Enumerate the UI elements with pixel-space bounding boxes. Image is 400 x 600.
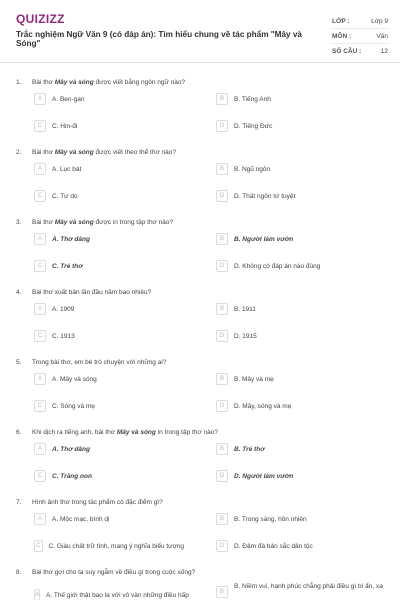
option-letter-badge: D: [216, 190, 228, 202]
option-label: C. Trăng non: [52, 472, 92, 480]
option-a[interactable]: [34, 372, 184, 386]
option-letter-badge: D: [216, 400, 228, 412]
option-a[interactable]: [34, 302, 184, 316]
question-emphasis: Mây và sóng: [54, 149, 94, 156]
option-b[interactable]: [216, 583, 391, 600]
option-label: B. Người làm vườn: [234, 235, 294, 243]
question-prefix: Bài thơ: [32, 79, 55, 86]
brand-logo: QUIZIZZ: [16, 12, 65, 26]
option-b[interactable]: [216, 92, 391, 106]
option-c[interactable]: [34, 469, 184, 483]
question-text: [32, 429, 382, 436]
option-label: A. Mây và sóng: [52, 375, 97, 383]
question-item: [0, 482, 400, 552]
question-number: 4.: [16, 289, 22, 296]
question-emphasis: Mây và sóng: [54, 219, 94, 226]
question-suffix: in trong tập thơ nào?: [155, 429, 218, 436]
option-b[interactable]: [216, 232, 391, 246]
option-letter-badge: A: [34, 589, 40, 600]
option-letter-badge: B: [216, 586, 228, 598]
option-label: A. Ben-gan: [52, 95, 85, 103]
option-b[interactable]: [216, 512, 391, 526]
option-c[interactable]: [34, 259, 184, 273]
option-a[interactable]: [34, 92, 184, 106]
question-item: [0, 62, 400, 132]
question-prefix: Trong bài thơ, em bé trò chuyện với những ai?: [32, 359, 167, 366]
option-letter-badge: C: [34, 260, 46, 272]
question-prefix: Bài thơ xuất bản lần đầu năm bao nhiêu?: [32, 289, 152, 296]
meta-row-subject: [332, 29, 388, 44]
option-letter-badge: A: [34, 373, 46, 385]
meta-value: Văn: [376, 32, 388, 40]
question-item: [0, 412, 400, 482]
meta-label: MÔN :: [332, 32, 352, 40]
question-text: [32, 499, 382, 506]
option-label: D. Không có đáp án nào đúng: [234, 262, 321, 270]
option-d[interactable]: [216, 119, 391, 133]
option-d[interactable]: [216, 329, 391, 343]
option-label: B. Trẻ thơ: [234, 445, 265, 453]
option-d[interactable]: [216, 469, 391, 483]
option-letter-badge: A: [34, 513, 46, 525]
worksheet-title: Trắc nghiệm Ngữ Văn 9 (có đáp án): Tìm hiểu chung về tác phẩm "Mây và Sóng": [16, 30, 302, 48]
meta-box: [332, 14, 388, 58]
option-b[interactable]: [216, 302, 391, 316]
question-number: 3.: [16, 219, 22, 226]
question-prefix: Hình ảnh thơ trong tác phẩm có đặc điểm gì?: [32, 499, 163, 506]
option-label: C. 1913: [52, 332, 75, 340]
question-number: 8.: [16, 569, 22, 576]
question-item: [0, 552, 400, 600]
question-item: [0, 342, 400, 412]
option-label: B. Niềm vui, hạnh phúc chẳng phải điều gì bí ẩn, xa: [234, 583, 383, 590]
option-a[interactable]: [34, 162, 184, 176]
option-c[interactable]: [34, 189, 184, 203]
meta-value: 12: [380, 47, 388, 55]
question-item: [0, 272, 400, 342]
option-label: C. Tự do: [52, 192, 78, 200]
option-label: B. Trong sáng, hồn nhiên: [234, 515, 307, 523]
option-letter-badge: B: [216, 443, 228, 455]
questions-list: [0, 62, 400, 600]
option-b[interactable]: [216, 162, 391, 176]
option-label: A. 1909: [52, 305, 75, 313]
option-letter-badge: C: [34, 540, 43, 552]
question-number: 2.: [16, 149, 22, 156]
option-c[interactable]: [34, 329, 184, 343]
option-label: D. Đậm đà bản sắc dân tộc: [234, 542, 313, 550]
option-c[interactable]: [34, 399, 184, 413]
option-letter-badge: D: [216, 120, 228, 132]
option-label: A. Lục bát: [52, 165, 82, 173]
option-c[interactable]: [34, 539, 184, 553]
option-c[interactable]: [34, 119, 184, 133]
option-label: A. Thế giới thật bao la với vô vàn những điều hấp: [46, 591, 189, 599]
option-label: A. Thơ dâng: [52, 235, 90, 243]
meta-row-count: [332, 44, 388, 58]
option-letter-badge: A: [34, 303, 46, 315]
question-prefix: Bài thơ: [32, 219, 55, 226]
option-letter-badge: A: [34, 93, 46, 105]
question-emphasis: Mây và sóng: [116, 429, 156, 436]
option-label: D. Thất ngôn tứ tuyệt: [234, 192, 296, 200]
option-letter-badge: B: [216, 373, 228, 385]
option-label: C. Sóng và mẹ: [52, 402, 95, 410]
option-label: C. Trẻ thơ: [52, 262, 83, 270]
option-label: C. Hin-đi: [52, 122, 78, 130]
option-letter-badge: C: [34, 190, 46, 202]
question-item: [0, 202, 400, 272]
option-label: C. Giàu chất trữ tình, mang ý nghĩa biểu tượng: [48, 542, 184, 550]
option-label: B. 1911: [234, 305, 256, 313]
option-b[interactable]: [216, 442, 391, 456]
option-a[interactable]: [34, 512, 184, 526]
question-item: [0, 132, 400, 202]
option-label: D. 1915: [234, 332, 257, 340]
question-text: [32, 289, 382, 296]
question-number: 7.: [16, 499, 22, 506]
option-letter-badge: A: [34, 443, 46, 455]
question-prefix: Bài thơ gợi cho ta suy ngẫm về điều gì trong cuộc sống?: [32, 569, 196, 576]
question-prefix: Bài thơ: [32, 149, 55, 156]
option-label: B. Tiếng Anh: [234, 95, 271, 103]
question-number: 6.: [16, 429, 22, 436]
option-label: B. Ngũ ngôn: [234, 165, 271, 173]
option-letter-badge: B: [216, 233, 228, 245]
option-d[interactable]: [216, 399, 391, 413]
option-d[interactable]: [216, 189, 391, 203]
worksheet-header: [0, 0, 400, 63]
option-label: D. Người làm vườn: [234, 472, 294, 480]
option-letter-badge: C: [34, 400, 46, 412]
option-b[interactable]: [216, 372, 391, 386]
option-label: D. Tiếng Đức: [234, 122, 273, 130]
question-number: 5.: [16, 359, 22, 366]
question-text: [32, 79, 382, 86]
question-text: [32, 219, 382, 226]
option-d[interactable]: [216, 539, 391, 553]
meta-label: LỚP :: [332, 17, 350, 25]
question-text: [32, 149, 382, 156]
option-a[interactable]: [34, 232, 184, 246]
option-letter-badge: A: [34, 163, 46, 175]
question-number: 1.: [16, 79, 22, 86]
option-d[interactable]: [216, 259, 391, 273]
option-letter-badge: B: [216, 513, 228, 525]
option-letter-badge: B: [216, 93, 228, 105]
option-label: D. Mây, sóng và mẹ: [234, 402, 292, 410]
question-text: [32, 569, 382, 576]
question-suffix: được in trong tập thơ nào?: [93, 219, 174, 226]
question-suffix: được viết bằng ngôn ngữ nào?: [93, 79, 186, 86]
question-text: [32, 359, 382, 366]
option-letter-badge: B: [216, 163, 228, 175]
meta-row-class: [332, 14, 388, 29]
option-label: A. Mộc mạc, bình dị: [52, 515, 110, 523]
option-letter-badge: D: [216, 260, 228, 272]
option-letter-badge: C: [34, 470, 46, 482]
question-prefix: Khi dịch ra tiếng anh, bài thơ: [32, 429, 117, 436]
option-label: A. Thơ dâng: [52, 445, 90, 453]
question-suffix: được viết theo thể thơ nào?: [93, 149, 176, 156]
option-a[interactable]: [34, 442, 184, 456]
option-letter-badge: B: [216, 303, 228, 315]
option-letter-badge: A: [34, 233, 46, 245]
meta-label: SỐ CÂU :: [332, 47, 362, 55]
option-letter-badge: C: [34, 120, 46, 132]
option-letter-badge: C: [34, 330, 46, 342]
option-letter-badge: D: [216, 540, 228, 552]
option-letter-badge: D: [216, 470, 228, 482]
option-letter-badge: D: [216, 330, 228, 342]
question-emphasis: Mây và sóng: [54, 79, 94, 86]
option-label: B. Mây và mẹ: [234, 375, 274, 383]
meta-value: Lớp 9: [371, 17, 388, 25]
option-a[interactable]: [34, 588, 189, 600]
